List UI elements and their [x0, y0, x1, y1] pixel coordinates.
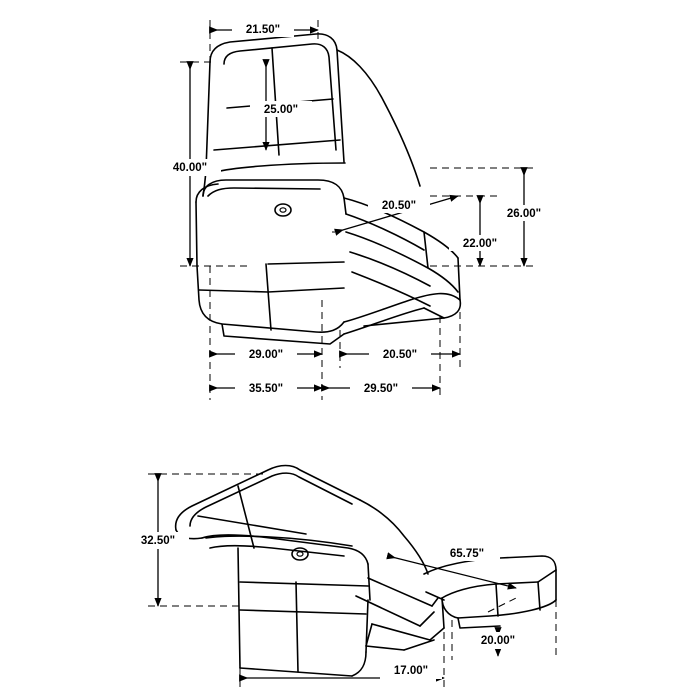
- label-seat-projection: 20.50": [382, 349, 418, 362]
- label-overall-depth-rear: 29.50": [363, 383, 399, 396]
- upright-recliner-view: [159, 20, 555, 400]
- power-button-icon: [275, 204, 291, 216]
- label-overall-depth-front: 35.50": [248, 383, 284, 396]
- upright-chair-outline: [196, 34, 460, 344]
- reclined-recliner-view: [127, 466, 556, 691]
- upright-dimension-lines: [190, 30, 524, 388]
- power-button-icon-reclined: [292, 548, 308, 560]
- upright-extension-lines: [180, 20, 535, 400]
- label-arm-height: 22.00": [462, 238, 498, 251]
- label-reclined-height: 32.50": [140, 535, 176, 548]
- label-back-height-from-seat: 26.00": [506, 208, 542, 221]
- upright-dimension-labels: [159, 21, 555, 396]
- label-backrest-height: 25.00": [263, 104, 299, 117]
- reclined-extension-lines: [148, 474, 556, 690]
- label-reclined-base-depth: 17.00": [393, 665, 429, 678]
- label-backrest-width: 21.50": [245, 24, 281, 37]
- label-base-depth: 29.00": [248, 349, 284, 362]
- label-footrest-height: 20.00": [480, 635, 516, 648]
- label-seat-depth: 20.50": [381, 200, 417, 213]
- label-extended-length: 65.75": [449, 548, 485, 561]
- label-overall-height: 40.00": [172, 162, 208, 175]
